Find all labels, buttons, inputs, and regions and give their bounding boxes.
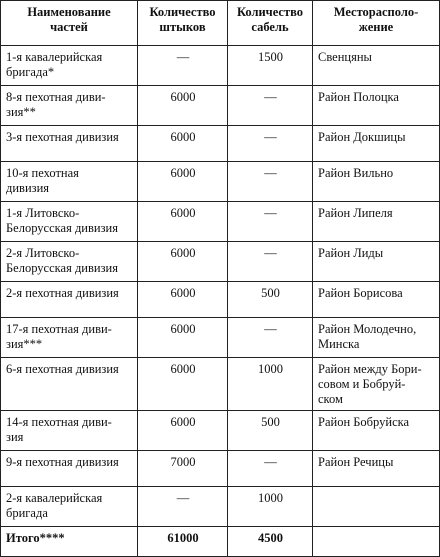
header-bayonets: Количество штыков bbox=[138, 1, 228, 46]
bayonets-cell: 6000 bbox=[138, 318, 228, 358]
unit-cell: 3-я пехотная дивизия bbox=[1, 126, 138, 162]
unit-cell: 6-я пехотная дивизия bbox=[1, 358, 138, 411]
total-location-cell bbox=[313, 527, 440, 557]
location-cell: Район Бобруйска bbox=[313, 411, 440, 451]
unit-cell: 14-я пехотная диви- зия bbox=[1, 411, 138, 451]
location-cell: Район между Бори- совом и Бобруй- ском bbox=[313, 358, 440, 411]
location-cell: Район Молодечно, Минска bbox=[313, 318, 440, 358]
unit-cell: 10-я пехотная дивизия bbox=[1, 162, 138, 202]
table-row bbox=[1, 162, 440, 202]
unit-cell: 9-я пехотная дивизия bbox=[1, 451, 138, 487]
table-row bbox=[1, 358, 440, 411]
table-row bbox=[1, 86, 440, 126]
header-location: Месторасполо- жение bbox=[313, 1, 440, 46]
sabres-cell: — bbox=[228, 162, 313, 202]
location-cell: Район Борисова bbox=[313, 282, 440, 318]
table-row bbox=[1, 487, 440, 527]
unit-cell: 1-я Литовско- Белорусская дивизия bbox=[1, 202, 138, 242]
total-row bbox=[1, 527, 440, 557]
unit-cell: 8-я пехотная диви- зия** bbox=[1, 86, 138, 126]
bayonets-cell: — bbox=[138, 487, 228, 527]
bayonets-cell: 6000 bbox=[138, 202, 228, 242]
location-cell: Район Докшицы bbox=[313, 126, 440, 162]
unit-cell: 17-я пехотная диви- зия*** bbox=[1, 318, 138, 358]
location-cell: Район Речицы bbox=[313, 451, 440, 487]
unit-cell: 1-я кавалерийская бригада* bbox=[1, 46, 138, 86]
sabres-cell: 1500 bbox=[228, 46, 313, 86]
bayonets-cell: 6000 bbox=[138, 126, 228, 162]
sabres-cell: 500 bbox=[228, 282, 313, 318]
bayonets-cell: 6000 bbox=[138, 411, 228, 451]
location-cell: Район Лиды bbox=[313, 242, 440, 282]
sabres-cell: — bbox=[228, 451, 313, 487]
total-unit-cell: Итого**** bbox=[1, 527, 138, 557]
sabres-cell: — bbox=[228, 202, 313, 242]
table-row bbox=[1, 318, 440, 358]
bayonets-cell: 6000 bbox=[138, 358, 228, 411]
sabres-cell: — bbox=[228, 126, 313, 162]
total-sabres-cell: 4500 bbox=[228, 527, 313, 557]
sabres-cell: 1000 bbox=[228, 487, 313, 527]
location-cell: Район Вильно bbox=[313, 162, 440, 202]
location-cell: Район Липеля bbox=[313, 202, 440, 242]
table-row bbox=[1, 282, 440, 318]
sabres-cell: — bbox=[228, 86, 313, 126]
unit-cell: 2-я пехотная дивизия bbox=[1, 282, 138, 318]
bayonets-cell: 6000 bbox=[138, 162, 228, 202]
table-row bbox=[1, 126, 440, 162]
sabres-cell: 500 bbox=[228, 411, 313, 451]
table-row bbox=[1, 242, 440, 282]
bayonets-cell: 7000 bbox=[138, 451, 228, 487]
table-row bbox=[1, 46, 440, 86]
location-cell: Свенцяны bbox=[313, 46, 440, 86]
header-unit: Наименование частей bbox=[1, 1, 138, 46]
header-sabres: Количество сабель bbox=[228, 1, 313, 46]
location-cell bbox=[313, 487, 440, 527]
table-row bbox=[1, 451, 440, 487]
unit-cell: 2-я кавалерийская бригада bbox=[1, 487, 138, 527]
table-row bbox=[1, 202, 440, 242]
sabres-cell: — bbox=[228, 242, 313, 282]
sabres-cell: — bbox=[228, 318, 313, 358]
bayonets-cell: 6000 bbox=[138, 282, 228, 318]
total-bayonets-cell: 61000 bbox=[138, 527, 228, 557]
location-cell: Район Полоцка bbox=[313, 86, 440, 126]
table-row bbox=[1, 411, 440, 451]
unit-cell: 2-я Литовско- Белорусская дивизия bbox=[1, 242, 138, 282]
bayonets-cell: 6000 bbox=[138, 86, 228, 126]
sabres-cell: 1000 bbox=[228, 358, 313, 411]
bayonets-cell: — bbox=[138, 46, 228, 86]
header-row bbox=[1, 1, 440, 46]
bayonets-cell: 6000 bbox=[138, 242, 228, 282]
